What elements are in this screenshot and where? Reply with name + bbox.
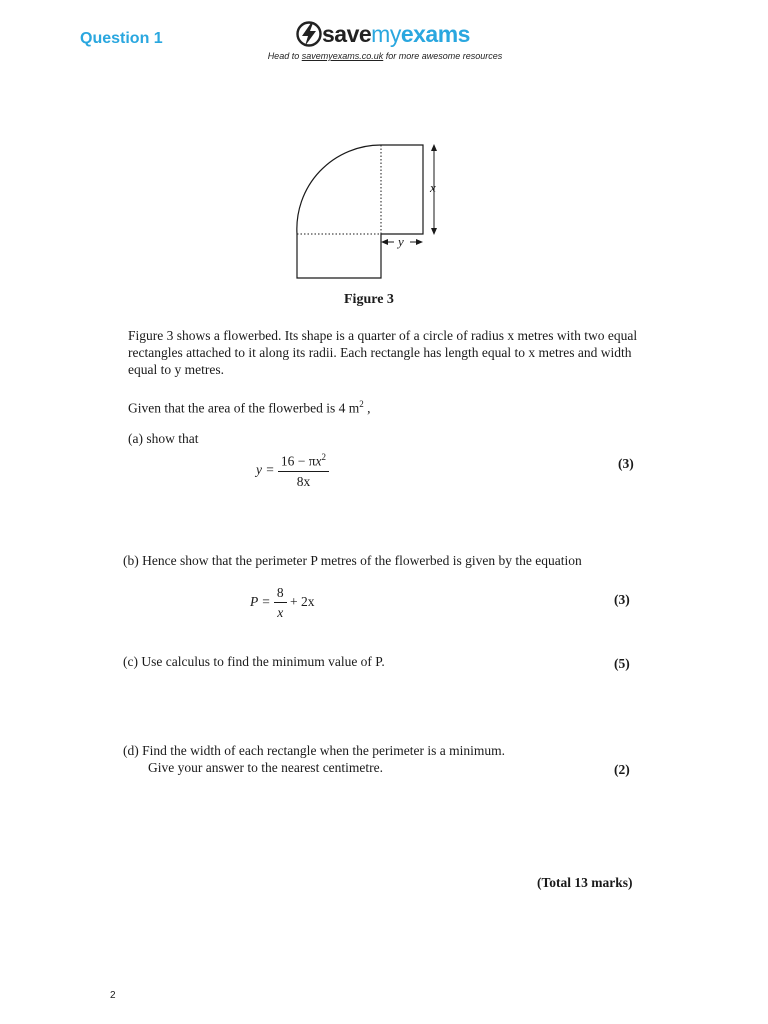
flowerbed-diagram	[280, 135, 460, 285]
part-d-text-line2: Give your answer to the nearest centimetre.	[148, 760, 384, 775]
y-arrow-left	[381, 239, 388, 245]
part-b-equation	[250, 585, 315, 621]
flowerbed-outline	[297, 145, 423, 278]
given-superscript: 2	[359, 399, 364, 409]
part-b-marks: (3)	[614, 592, 630, 607]
part-b-text: (b) Hence show that the perimeter P metres of the flowerbed is given by the equation	[123, 553, 582, 568]
flowerbed-figure	[280, 135, 460, 290]
part-b-lhs: P =	[250, 594, 271, 610]
part-a-denominator: 8x	[296, 473, 311, 489]
part-b-rest: + 2x	[290, 594, 315, 610]
tagline-suffix: for more awesome resources	[383, 51, 503, 61]
given-text: Given that the area of the flowerbed is 4 m	[128, 400, 360, 416]
part-b-denominator: x	[277, 605, 284, 620]
y-arrow-right	[416, 239, 423, 245]
part-b-fraction	[274, 585, 287, 621]
part-c-marks: (5)	[614, 656, 630, 671]
logo-word-exams: exams	[400, 21, 470, 47]
tagline	[200, 51, 570, 61]
given-statement	[128, 396, 638, 417]
part-b-numerator: 8	[274, 585, 287, 603]
part-a-text: (a) show that	[128, 431, 199, 446]
part-a-lhs: y =	[256, 461, 275, 477]
part-a-numerator-var: x	[315, 453, 322, 469]
given-suffix: ,	[363, 400, 371, 416]
part-a-equation	[256, 452, 329, 490]
part-a-numerator-exp: 2	[321, 452, 327, 462]
tagline-prefix: Head to	[267, 51, 302, 61]
part-a-fraction	[278, 452, 329, 490]
question-title: Question 1	[80, 30, 163, 47]
figure-caption: Figure 3	[344, 292, 394, 307]
save-my-exams-logo	[296, 18, 476, 50]
logo-word-my: my	[371, 21, 401, 47]
intro-paragraph: Figure 3 shows a flowerbed. Its shape is a quarter of a circle of radius x metres with two equal rectangles attached to it along its radii. Each rectangle has length equal to x metres and width equal to y metres.	[128, 328, 638, 377]
total-marks: (Total 13 marks)	[537, 875, 633, 890]
label-y: y	[398, 234, 404, 249]
page-number: 2	[110, 990, 116, 1001]
website-link[interactable]: savemyexams.co.uk	[301, 51, 384, 61]
part-a-numerator: 16 − π	[280, 453, 316, 469]
lightning-bolt-icon	[296, 19, 322, 49]
part-d-text-line1: (d) Find the width of each rectangle when the perimeter is a minimum.	[123, 743, 506, 758]
part-c-text: (c) Use calculus to find the minimum value of P.	[123, 654, 385, 669]
logo-word-save: save	[322, 21, 372, 47]
x-arrow-up	[431, 144, 437, 151]
label-x: x	[430, 180, 436, 195]
part-d-marks: (2)	[614, 762, 630, 777]
part-a-marks: (3)	[618, 456, 634, 471]
x-arrow-down	[431, 228, 437, 235]
